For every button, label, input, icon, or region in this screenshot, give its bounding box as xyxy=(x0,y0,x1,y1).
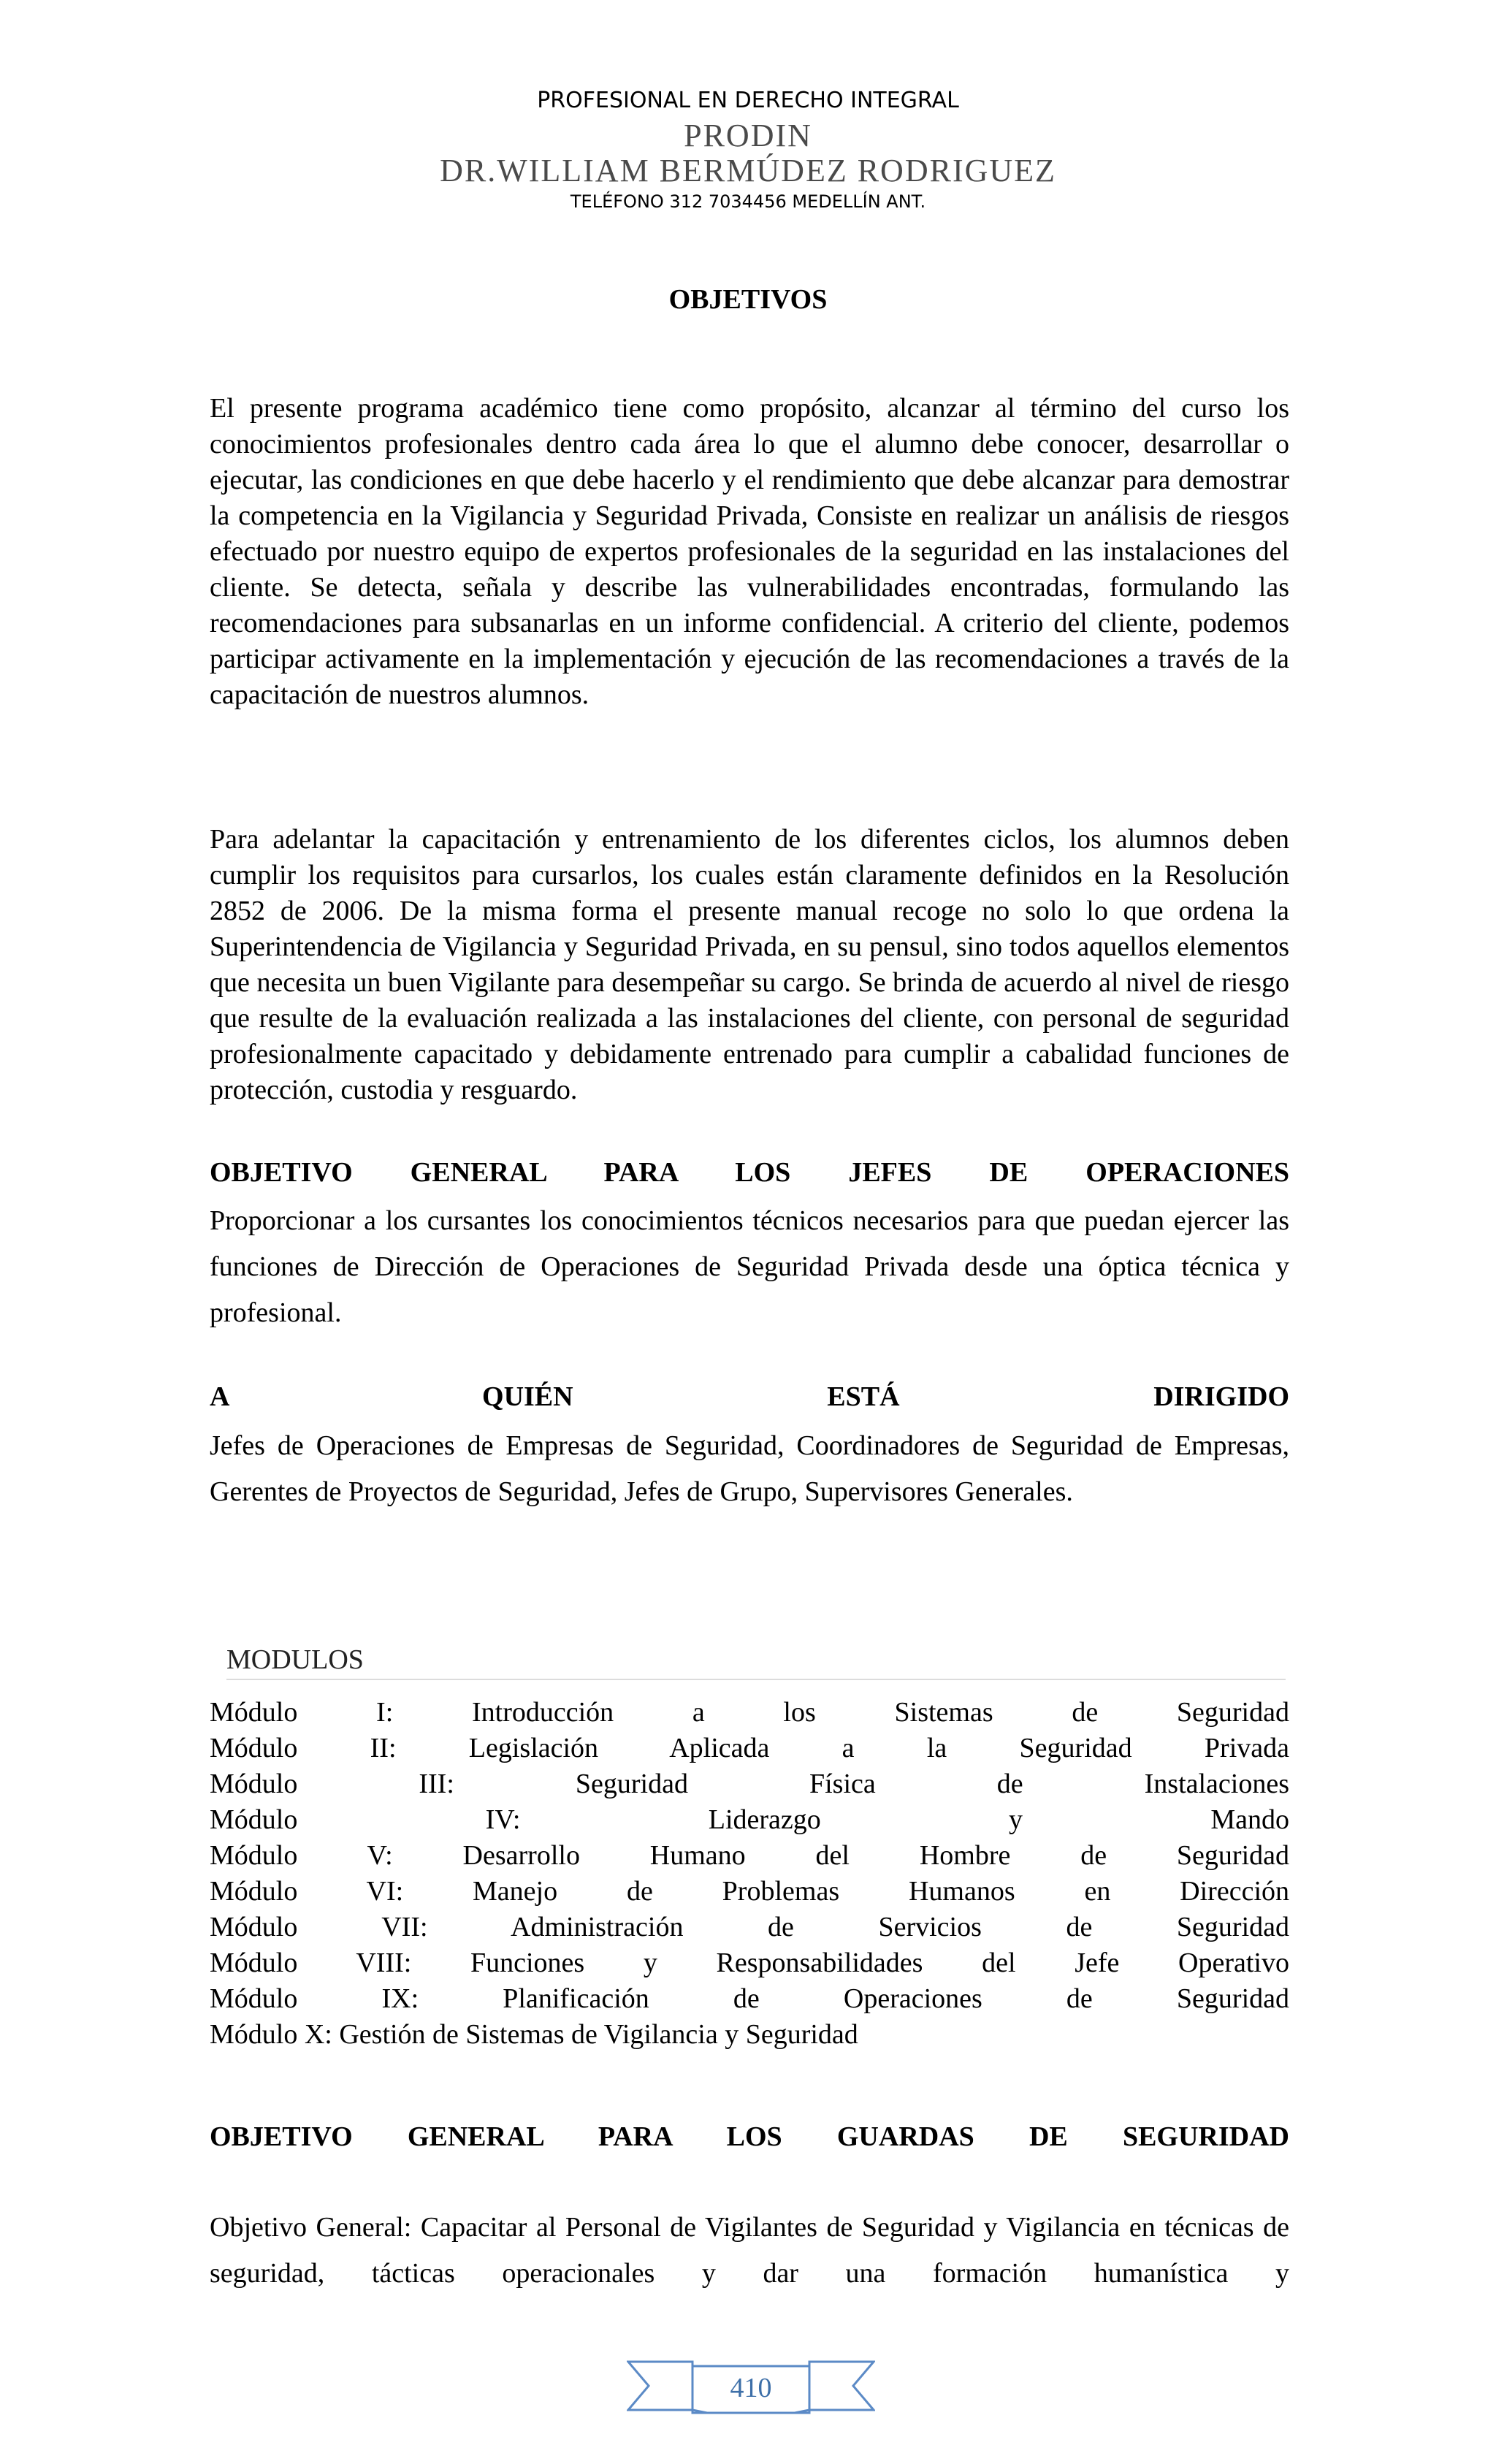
module-item: Módulo VII: Administración de Servicios de Seguridad xyxy=(210,1912,1289,1942)
header-profession: PROFESIONAL EN DERECHO INTEGRAL xyxy=(537,88,959,113)
module-item: Módulo VI: Manejo de Problemas Humanos en Dirección xyxy=(210,1876,1289,1907)
page-title: OBJETIVOS xyxy=(668,284,828,315)
page-number: 410 xyxy=(730,2373,772,2403)
module-item: Módulo I: Introducción a los Sistemas de Seguridad xyxy=(210,1697,1289,1728)
page-number-ribbon xyxy=(627,2356,875,2422)
heading-guardas-seguridad: OBJETIVO GENERAL PARA LOS GUARDAS DE SEGURIDAD xyxy=(210,2121,1289,2152)
module-item: Módulo V: Desarrollo Humano del Hombre de Seguridad xyxy=(210,1840,1289,1871)
module-item: Módulo VIII: Funciones y Responsabilidades del Jefe Operativo xyxy=(210,1948,1289,1978)
heading-a-quien-dirigido: A QUIÉN ESTÁ DIRIGIDO xyxy=(210,1381,1289,1412)
objectives-paragraph-1: El presente programa académico tiene como propósito, alcanzar al término del curso los conocimientos profesionales dentro cada área lo que el alumno debe conocer, desarrollar o ejecutar, las condiciones en que debe hacerlo y el rendimiento que debe alcanzar para demostrar la competencia en la Vigilancia y Seguridad Privada, Consiste en realizar un análisis de riesgos efectuado por nuestro equipo de expertos profesionales de la seguridad en las instalaciones del cliente. Se detecta, señala y describe las vulnerabilidades encontradas, formulando las recomendaciones para subsanarlas en un informe confidencial. A criterio del cliente, podemos participar activamente en la implementación y ejecución de las recomendaciones a través de la capacitación de nuestros alumnos. xyxy=(210,393,1289,710)
modules-list xyxy=(210,1695,1289,2053)
heading-jefes-operaciones: OBJETIVO GENERAL PARA LOS JEFES DE OPERACIONES xyxy=(210,1157,1289,1188)
header-author: DR.WILLIAM BERMÚDEZ RODRIGUEZ xyxy=(440,153,1056,188)
module-item: Módulo III: Seguridad Física de Instalaciones xyxy=(210,1769,1289,1799)
text-guardas-seguridad: Objetivo General: Capacitar al Personal de Vigilantes de Seguridad y Vigilancia en técnicas de seguridad, tácticas operacionales y dar una formación humanística y xyxy=(210,2212,1289,2289)
objectives-paragraph-2: Para adelantar la capacitación y entrenamiento de los diferentes ciclos, los alumnos deben cumplir los requisitos para cursarlos, los cuales están claramente definidos en la Resolución 2852 de 2006. De la misma forma el presente manual recoge no solo lo que ordena la Superintendencia de Vigilancia y Seguridad Privada, en su pensul, sino todos aquellos elementos que necesita un buen Vigilante para desempeñar su cargo. Se brinda de acuerdo al nivel de riesgo que resulte de la evaluación realizada a las instalaciones del cliente, con personal de seguridad profesionalmente capacitado y debidamente entrenado para cumplir a cabalidad funciones de protección, custodia y resguardo. xyxy=(210,824,1289,1105)
module-item: Módulo X: Gestión de Sistemas de Vigilancia y Seguridad xyxy=(210,2019,858,2050)
module-item: Módulo IX: Planificación de Operaciones de Seguridad xyxy=(210,1983,1289,2014)
modules-heading: MODULOS xyxy=(226,1644,1286,1680)
header-phone: TELÉFONO 312 7034456 MEDELLÍN ANT. xyxy=(570,191,926,212)
header-brand: PRODIN xyxy=(684,118,812,153)
text-jefes-operaciones: Proporcionar a los cursantes los conocimientos técnicos necesarios para que puedan ejercer las funciones de Dirección de Operaciones de Seguridad Privada desde una óptica técnica y profesional. xyxy=(210,1205,1289,1328)
module-item: Módulo IV: Liderazgo y Mando xyxy=(210,1804,1289,1835)
module-item: Módulo II: Legislación Aplicada a la Seguridad Privada xyxy=(210,1733,1289,1763)
text-a-quien-dirigido: Jefes de Operaciones de Empresas de Seguridad, Coordinadores de Seguridad de Empresas, Gerentes de Proyectos de Seguridad, Jefes de Grupo, Supervisores Generales. xyxy=(210,1430,1289,1507)
